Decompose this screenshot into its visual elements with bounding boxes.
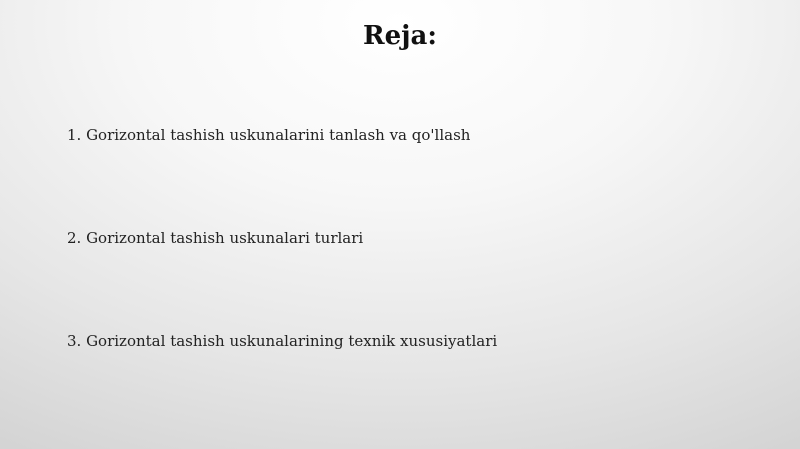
list-item: 1. Gorizontal tashish uskunalarini tanlash va qo'llash [67, 126, 471, 144]
list-item: 3. Gorizontal tashish uskunalarining texnik xususiyatlari [67, 332, 498, 350]
slide-title: Reja: [362, 21, 437, 51]
list-item: 2. Gorizontal tashish uskunalari turlari [67, 229, 364, 247]
